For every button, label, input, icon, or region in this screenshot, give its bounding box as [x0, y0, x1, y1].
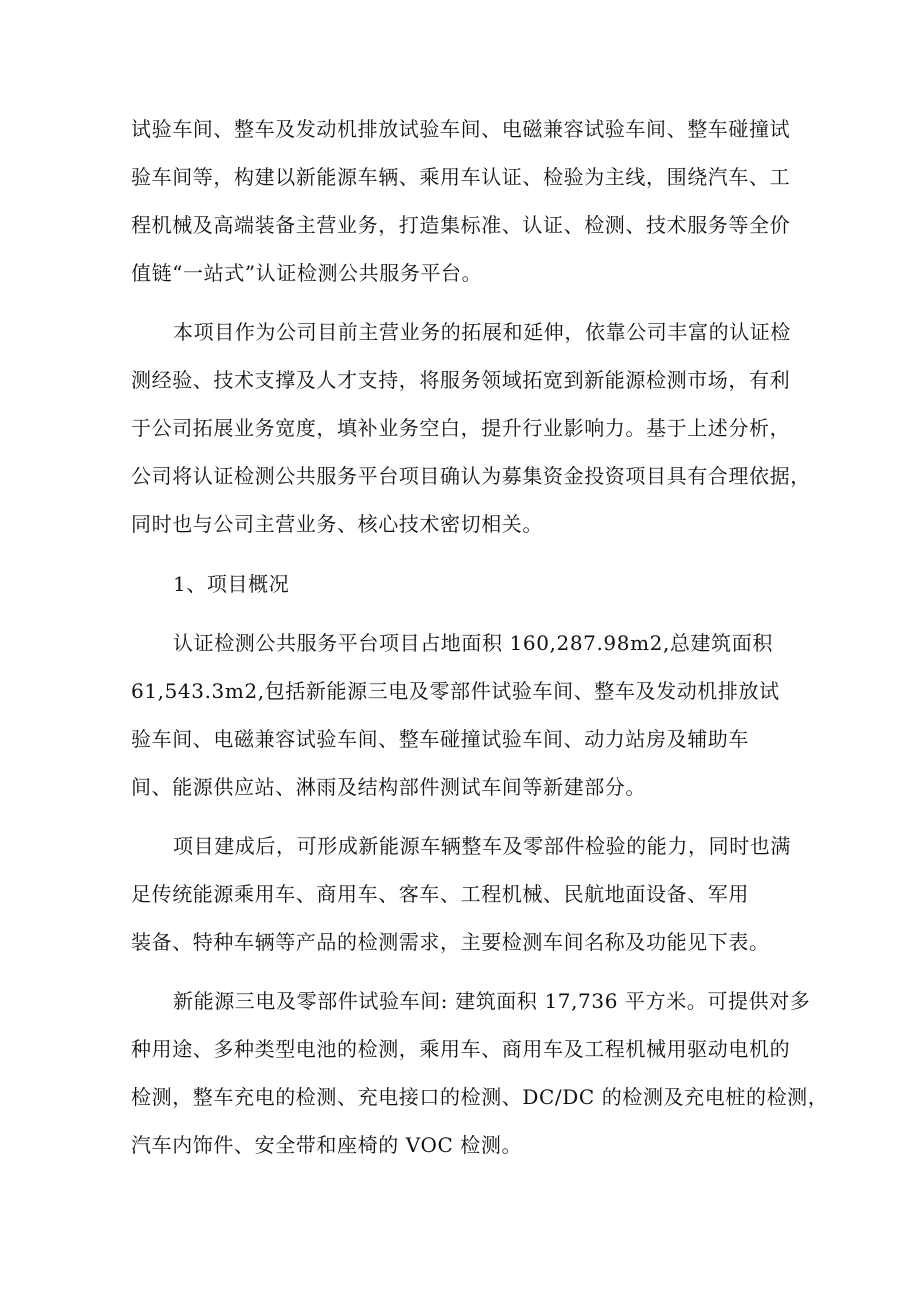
text-line: 汽车内饰件、安全带和座椅的 VOC 检测。	[131, 1133, 523, 1157]
text-line: 间、能源供应站、淋雨及结构部件测试车间等新建部分。	[131, 775, 646, 799]
text-line: 同时也与公司主营业务、核心技术密切相关。	[131, 512, 543, 536]
text-line: 测经验、技术支撑及人才支持，将服务领域拓宽到新能源检测市场，有利	[131, 368, 791, 392]
text-line: 值链“一站式”认证检测公共服务平台。	[131, 261, 483, 285]
text-line: 验车间等，构建以新能源车辆、乘用车认证、检验为主线，围绕汽车、工	[131, 165, 791, 189]
text-line: 验车间、电磁兼容试验车间、整车碰撞试验车间、动力站房及辅助车	[131, 727, 749, 751]
text-line: 种用途、多种类型电池的检测，乘用车、商用车及工程机械用驱动电机的	[131, 1037, 791, 1061]
text-line: 新能源三电及零部件试验车间: 建筑面积 17,736 平方米。可提供对多	[173, 989, 811, 1013]
text-line: 装备、特种车辆等产品的检测需求，主要检测车间名称及功能见下表。	[131, 930, 770, 954]
text-line: 项目建成后，可形成新能源车辆整车及零部件检验的能力，同时也满	[173, 834, 791, 858]
text-line: 于公司拓展业务宽度，填补业务空白，提升行业影响力。基于上述分析，	[131, 416, 791, 440]
text-line: 检测，整车充电的检测、充电接口的检测、DC/DC 的检测及充电桩的检测，	[131, 1085, 829, 1109]
text-line: 公司将认证检测公共服务平台项目确认为募集资金投资项目具有合理依据，	[131, 464, 811, 488]
text-line: 61,543.3m2,包括新能源三电及零部件试验车间、整车及发动机排放试	[131, 679, 780, 703]
text-line: 程机械及高端装备主营业务，打造集标准、认证、检测、技术服务等全价	[131, 213, 791, 237]
text-line: 认证检测公共服务平台项目占地面积 160,287.98m2,总建筑面积	[173, 631, 773, 655]
text-line: 本项目作为公司目前主营业务的拓展和延伸，依靠公司丰富的认证检	[173, 320, 791, 344]
text-line: 试验车间、整车及发动机排放试验车间、电磁兼容试验车间、整车碰撞试	[131, 117, 791, 141]
text-line: 足传统能源乘用车、商用车、客车、工程机械、民航地面设备、军用	[131, 882, 749, 906]
section-heading-text: 1、项目概况	[173, 572, 290, 596]
